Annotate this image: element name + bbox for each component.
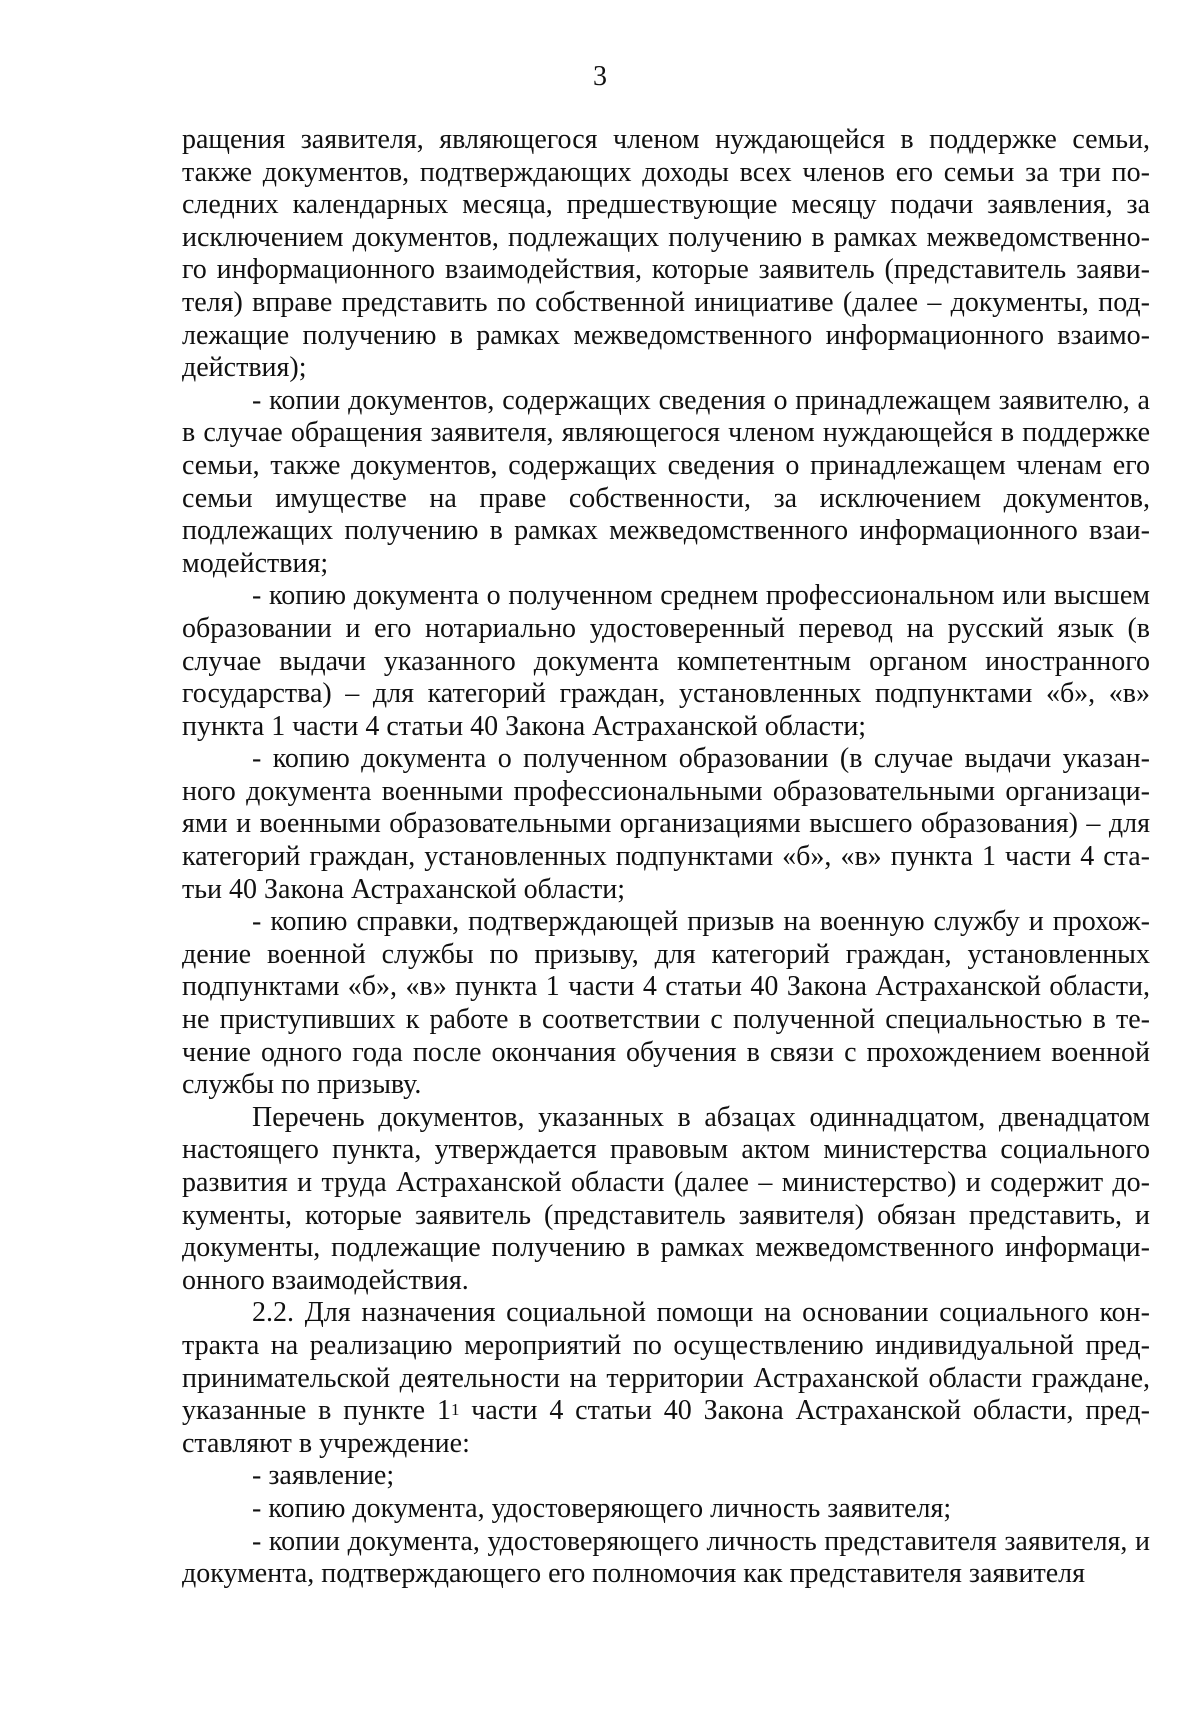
list-item-military-service-certificate: - копию справки, подтверждающей призыв на военную службу и прохождение военной службы по призыву, для категорий граждан, установленных подпунктами «б», «в» пункта 1 части 4 статьи 40 Закона Астраханской области, не приступивших к работе в соответствии с полученной специальностью в течение одного года после окончания обучения в связи с прохождением военной службы по призыву. <box>182 906 1150 1101</box>
list-item-property-documents: - копии документов, содержащих сведения о принадлежащем заявителю, а в случае обращения заявителя, являющегося членом нуждающейся в поддержке семьи, также документов, содержащих сведения о принадлежащем членам его семьи имуществе на праве собственности, за исключением документов, подлежащих получению в рамках межведомственного информационного взаимодействия; <box>182 384 1150 579</box>
section-2-2-text-before: 2.2. Для назначения социальной помощи на основании социального контракта на реализацию мероприятий по осуществлению индивидуальной предпринимательской деятельности на территории Астраханской области граждане, указанные в пункте 1 <box>182 1297 1150 1427</box>
paragraph-section-2-2 <box>182 1297 1150 1460</box>
document-body <box>182 124 1150 1591</box>
page-number: 3 <box>593 61 607 92</box>
superscript-marker: 1 <box>450 1400 460 1420</box>
list-item-identity-document: - копию документа, удостоверяющего личность заявителя; <box>252 1492 952 1524</box>
paragraph-continuation: ращения заявителя, являющегося членом нуждающейся в поддержке семьи, также документов, подтверждающих доходы всех членов его семьи за три последних календарных месяца, предшествующие месяцу подачи заявления, за исключением документов, подлежащих получению в рамках межведомственного информационного взаимодействия, которые заявитель (представитель заявителя) вправе представить по собственной инициативе (далее – документы, подлежащие получению в рамках межведомственного информационного взаимодействия); <box>182 124 1150 384</box>
list-item-representative-documents: - копии документа, удостоверяющего личность представителя заявителя, и документа, подтверждающего его полномочия как представителя заявителя <box>182 1525 1150 1590</box>
list-item-education-documents: - копию документа о полученном среднем профессиональном или высшем образовании и его нотариально удостоверенный перевод на русский язык (в случае выдачи указанного документа компетентным органом иностранного государства) – для категорий граждан, установленных подпунктами «б», «в» пункта 1 части 4 статьи 40 Закона Астраханской области; <box>182 580 1150 742</box>
section-2-2-text-after: части 4 статьи 40 Закона Астраханской области, представляют в учреждение: <box>182 1395 1150 1459</box>
list-item-application: - заявление; <box>252 1460 395 1492</box>
list-item-military-education-documents: - копию документа о полученном образовании (в случае выдачи указанного документа военными профессиональными образовательными организациями и военными образовательными организациями высшего образования) – для категорий граждан, установленных подпунктами «б», «в» пункта 1 части 4 статьи 40 Закона Астраханской области; <box>182 743 1150 905</box>
paragraph-documents-list: Перечень документов, указанных в абзацах одиннадцатом, двенадцатом настоящего пункта, утверждается правовым актом министерства социального развития и труда Астраханской области (далее – министерство) и содержит документы, которые заявитель (представитель заявителя) обязан представить, и документы, подлежащие получению в рамках межведомственного информационного взаимодействия. <box>182 1101 1150 1296</box>
